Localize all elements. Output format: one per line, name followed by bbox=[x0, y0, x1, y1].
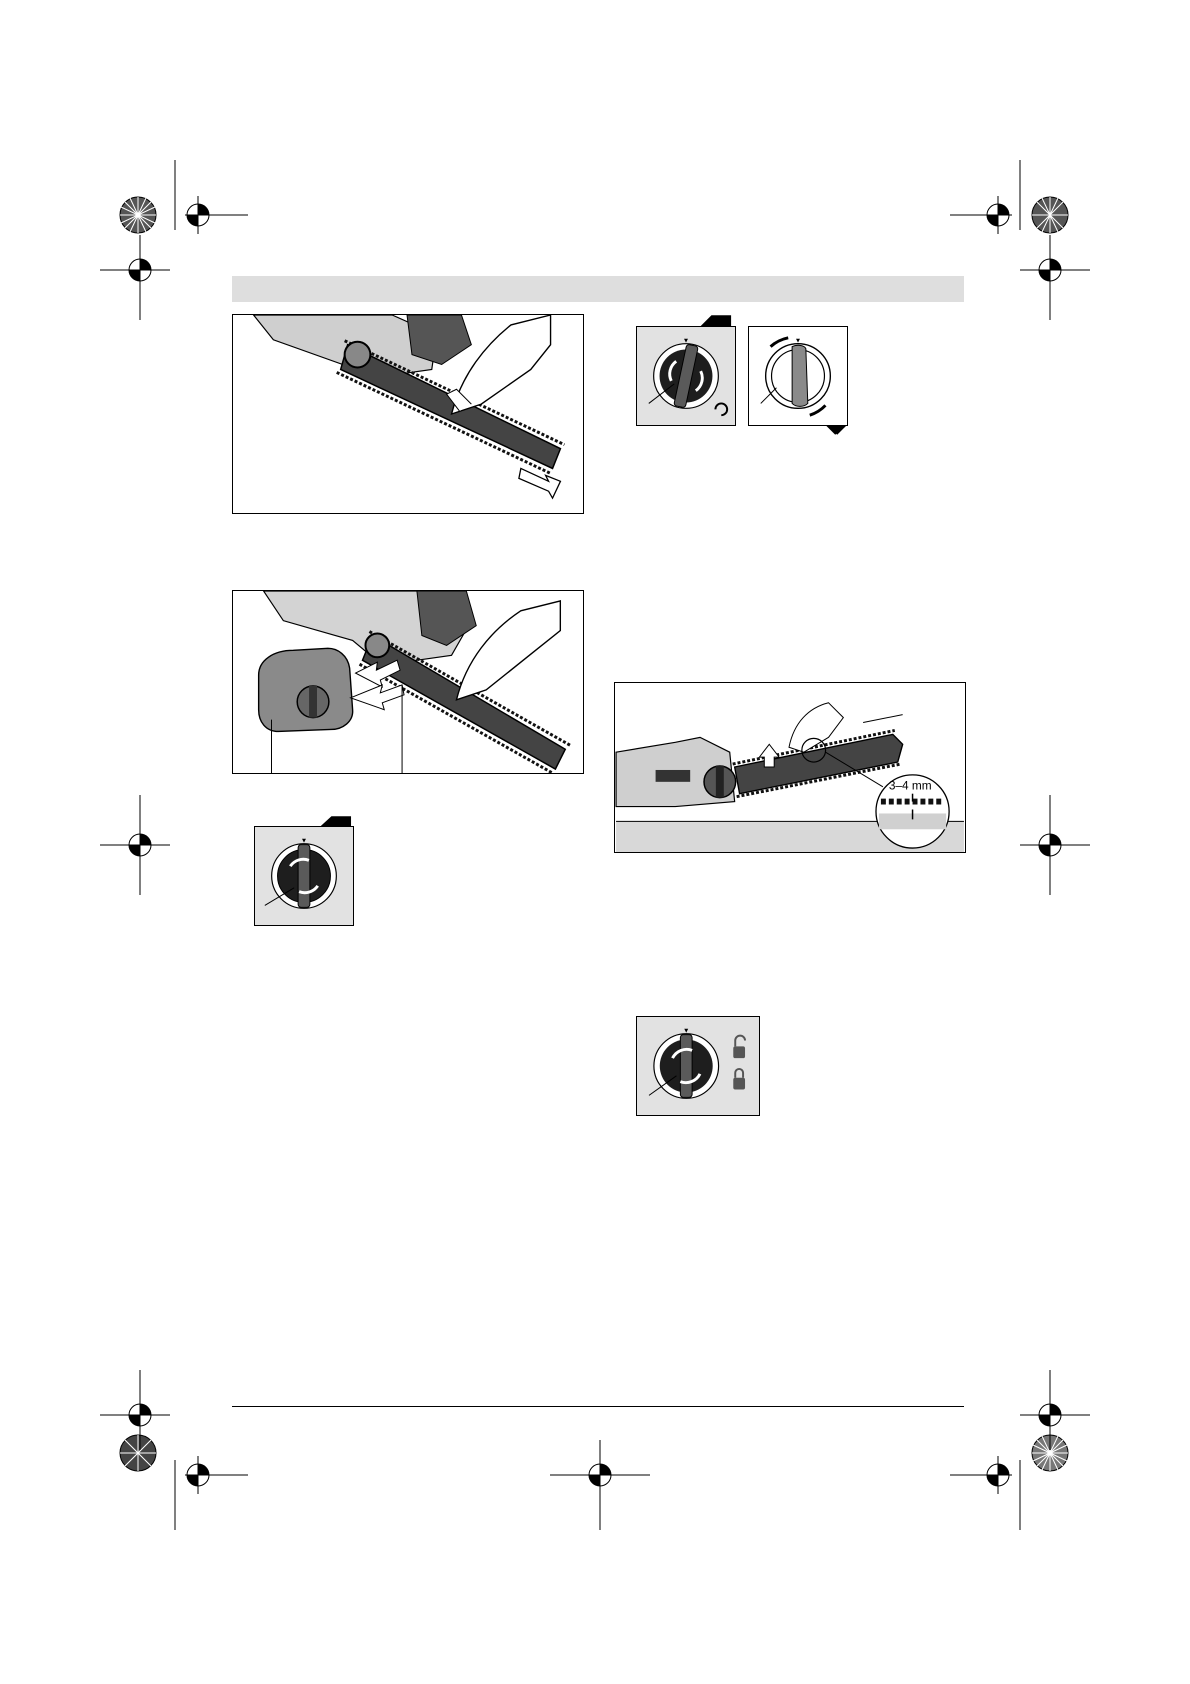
registration-mark-icon bbox=[550, 1440, 650, 1530]
registration-mark-icon bbox=[160, 1420, 250, 1530]
lock-closed-icon bbox=[733, 1069, 745, 1090]
registration-mark-icon bbox=[1010, 235, 1090, 325]
registration-mark-icon bbox=[100, 235, 180, 325]
tension-dimension-label: 3–4 mm bbox=[888, 778, 932, 793]
chain-cover bbox=[259, 648, 353, 731]
registration-mark-icon bbox=[950, 1420, 1040, 1530]
figure-chain-tension bbox=[614, 682, 966, 853]
figure-knob-rotate bbox=[636, 326, 736, 426]
chain-bar bbox=[360, 632, 571, 773]
header-bar bbox=[232, 276, 964, 302]
footer-rule bbox=[232, 1406, 964, 1407]
figure-knob-lock bbox=[636, 1016, 760, 1116]
figure-bar-fitting bbox=[232, 590, 584, 774]
color-target-icon bbox=[118, 195, 158, 235]
registration-mark-icon bbox=[100, 795, 180, 895]
direction-arrow-icon bbox=[351, 685, 404, 710]
rotate-arrow-icon bbox=[715, 403, 727, 415]
lock-open-icon bbox=[733, 1036, 745, 1059]
direction-arrow-icon bbox=[519, 468, 561, 498]
figure-knob-fold bbox=[748, 326, 848, 426]
registration-mark-icon bbox=[1010, 795, 1090, 895]
figure-bar-removal bbox=[232, 314, 584, 514]
figure-knob-loosen bbox=[254, 826, 354, 926]
